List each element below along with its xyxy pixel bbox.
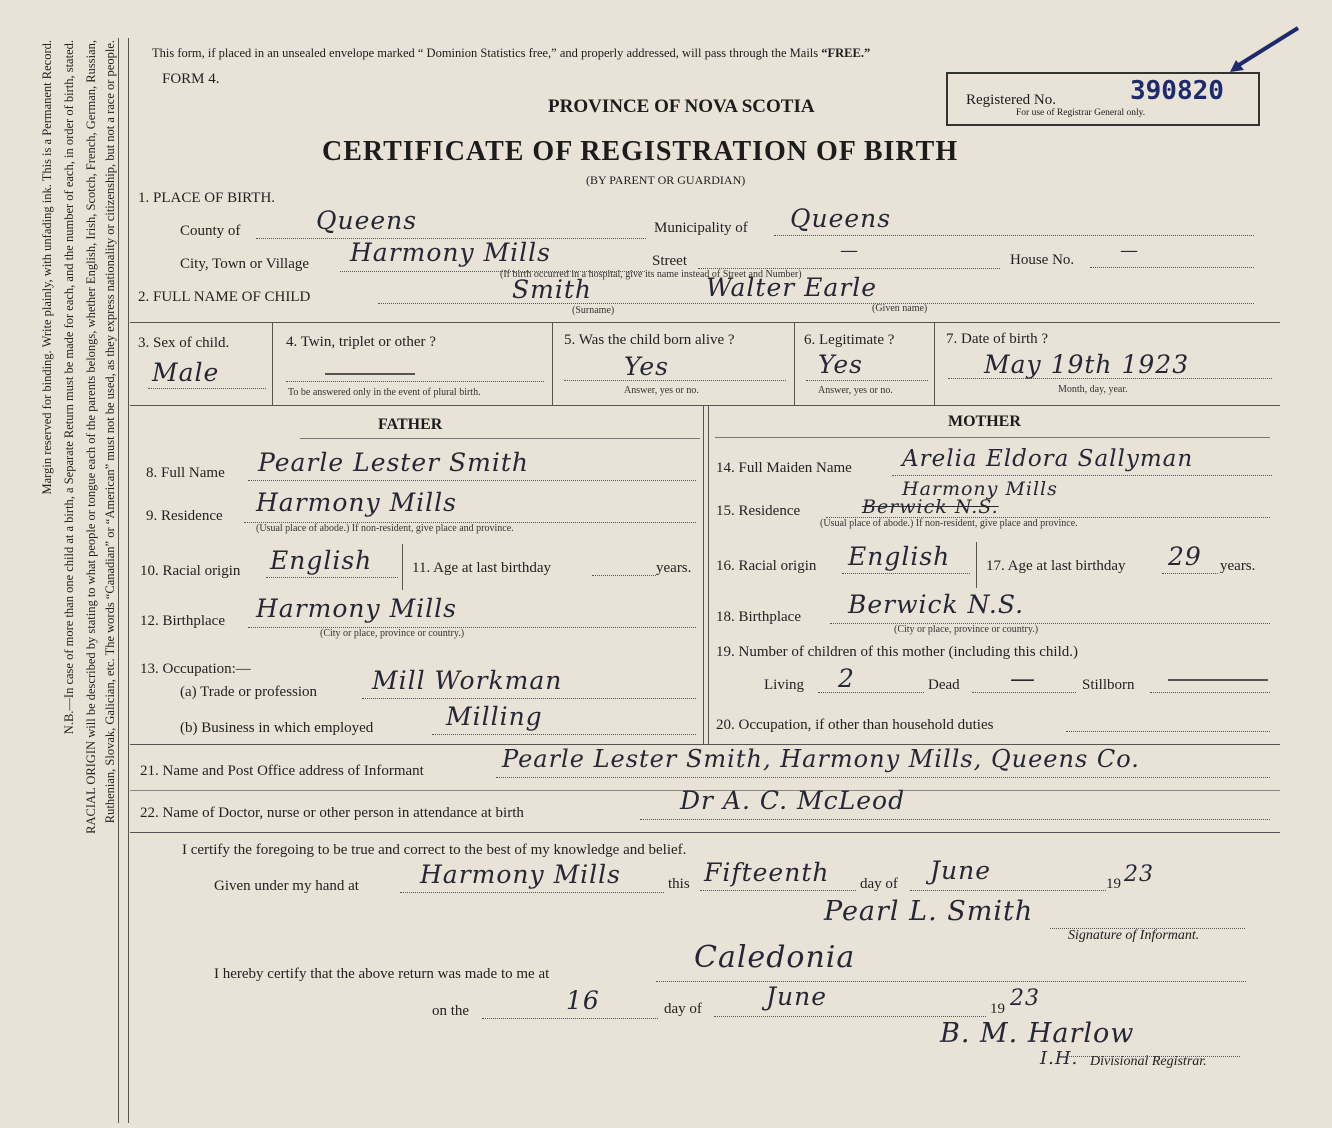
father-heading-rule — [300, 438, 700, 439]
certificate-title: CERTIFICATE OF REGISTRATION OF BIRTH — [322, 136, 959, 167]
child-surname: Smith — [512, 275, 592, 304]
this-label: this — [668, 876, 690, 892]
registrar-statement: I hereby certify that the above return was made to me at — [214, 966, 550, 982]
father-age-label: 11. Age at last birthday — [412, 560, 551, 576]
county-value: Queens — [316, 206, 418, 235]
informant-signature: Pearl L. Smith — [824, 896, 1034, 927]
registrar-year-prefix: 19 — [990, 1001, 1005, 1017]
certificate-subtitle: (BY PARENT OR GUARDIAN) — [586, 173, 746, 187]
given-month-line — [910, 890, 1106, 891]
mother-residence-note: (Usual place of abode.) If non-resident, give place and province. — [820, 518, 1078, 529]
row-divider — [130, 832, 1280, 833]
mother-racial-line — [842, 573, 970, 574]
business-line — [432, 734, 696, 735]
registrar-signature-initials: I.H. — [1040, 1048, 1079, 1069]
legitimate-line — [806, 380, 928, 381]
twin-value-dash — [325, 373, 415, 375]
business-value: Milling — [446, 702, 543, 731]
margin-note-binding: Margin reserved for binding. Write plainly, with unfading ink. This is a Permanent Record. — [40, 40, 54, 495]
margin-border-line — [118, 38, 119, 1123]
born-alive-label: 5. Was the child born alive ? — [564, 332, 735, 348]
cell-divider — [552, 322, 553, 405]
child-name-line — [378, 303, 1254, 304]
father-birthplace-label: 12. Birthplace — [140, 613, 225, 629]
trade-line — [362, 698, 696, 699]
mother-age-label: 17. Age at last birthday — [986, 558, 1126, 574]
living-value: 2 — [838, 664, 855, 693]
municipality-value: Queens — [790, 204, 892, 233]
cell-divider — [794, 322, 795, 405]
mother-occupation-label: 20. Occupation, if other than household duties — [716, 717, 994, 733]
father-racial-line — [266, 577, 398, 578]
registered-number-note: For use of Registrar General only. — [1016, 108, 1146, 118]
registered-number-label: Registered No. — [966, 92, 1056, 108]
on-the-label: on the — [432, 1003, 470, 1019]
given-year-prefix: 19 — [1106, 876, 1121, 892]
mother-residence-label: 15. Residence — [716, 503, 801, 519]
registrar-signature: B. M. Harlow — [940, 1018, 1135, 1049]
dead-label: Dead — [928, 677, 960, 693]
mother-name-value: Arelia Eldora Sallyman — [902, 446, 1194, 472]
registrar-month-line — [714, 1016, 986, 1017]
father-occupation-label: 13. Occupation:— — [140, 661, 251, 677]
mother-age-value: 29 — [1168, 542, 1202, 571]
registered-number-box — [946, 72, 1260, 126]
city-label: City, Town or Village — [180, 256, 310, 272]
cell-divider — [272, 322, 273, 405]
mother-birthplace-note: (City or place, province or country.) — [894, 624, 1039, 635]
father-racial-label: 10. Racial origin — [140, 563, 241, 579]
mother-residence-value: Harmony Mills — [902, 478, 1058, 500]
mother-name-line — [892, 475, 1272, 476]
child-given-name: Walter Earle — [706, 273, 878, 302]
registrar-place-line — [656, 981, 1246, 982]
mother-residence-struck: Berwick N.S. — [862, 496, 999, 518]
stillborn-line — [1150, 692, 1270, 693]
given-place-line — [400, 892, 664, 893]
sex-line — [148, 388, 266, 389]
father-residence-label: 9. Residence — [146, 508, 223, 524]
municipality-label: Municipality of — [654, 220, 748, 236]
house-number-line — [1090, 267, 1254, 268]
province-heading: PROVINCE OF NOVA SCOTIA — [548, 96, 815, 117]
mother-racial-label: 16. Racial origin — [716, 558, 817, 574]
margin-border-line — [128, 38, 129, 1123]
father-birthplace-value: Harmony Mills — [256, 594, 458, 623]
legitimate-label: 6. Legitimate ? — [804, 332, 895, 348]
father-racial-value: English — [270, 546, 373, 575]
twin-note: To be answered only in the event of plural birth. — [288, 387, 481, 398]
street-label: Street — [652, 253, 687, 269]
form-number: FORM 4. — [162, 71, 220, 87]
given-place-value: Harmony Mills — [420, 860, 622, 889]
dead-value: — — [1010, 664, 1036, 693]
registrar-year-suffix: 23 — [1010, 986, 1040, 1011]
row-divider — [130, 322, 1280, 323]
row-divider — [130, 405, 1280, 406]
mother-racial-value: English — [848, 542, 951, 571]
mother-occupation-line — [1066, 731, 1270, 732]
mother-birthplace-label: 18. Birthplace — [716, 609, 801, 625]
father-residence-value: Harmony Mills — [256, 488, 458, 517]
mother-age-unit: years. — [1220, 558, 1256, 574]
trade-value: Mill Workman — [372, 666, 563, 695]
cell-divider — [934, 322, 935, 405]
registrar-day-line — [482, 1018, 658, 1019]
parents-divider — [708, 406, 709, 744]
legitimate-value: Yes — [818, 350, 863, 379]
house-number-value: — — [1120, 240, 1139, 261]
mother-age-line — [1162, 573, 1218, 574]
given-under-hand-label: Given under my hand at — [214, 878, 359, 894]
informant-line — [496, 777, 1270, 778]
business-label: (b) Business in which employed — [180, 720, 374, 736]
registrar-day-of-label: day of — [664, 1001, 702, 1017]
father-name-label: 8. Full Name — [146, 465, 225, 481]
registrar-signature-caption: Divisional Registrar. — [1090, 1054, 1207, 1069]
doctor-label: 22. Name of Doctor, nurse or other person in attendance at birth — [140, 805, 524, 821]
given-day-value: Fifteenth — [704, 858, 830, 887]
mother-heading-rule — [715, 437, 1270, 438]
place-of-birth-label: 1. PLACE OF BIRTH. — [138, 190, 276, 206]
father-age-unit: years. — [656, 560, 692, 576]
living-line — [818, 692, 924, 693]
check-mark-icon — [1228, 22, 1308, 76]
mailing-notice: This form, if placed in an unsealed envelope marked “ Dominion Statistics free,” and properly addressed, will pass through the Mails “FREE.” — [152, 46, 871, 60]
margin-note-racial-origin: RACIAL ORIGIN will be described by stating to what people or tongue each of the parents belongs, whether English, Irish, Scotch, French, German, Russian, — [84, 40, 98, 834]
twin-line — [286, 381, 544, 382]
given-name-caption: (Given name) — [872, 303, 928, 314]
twin-label: 4. Twin, triplet or other ? — [286, 334, 436, 350]
registrar-month-value: June — [766, 982, 828, 1011]
father-heading: FATHER — [378, 416, 443, 433]
mother-heading: MOTHER — [948, 413, 1021, 430]
mother-birthplace-value: Berwick N.S. — [848, 590, 1025, 619]
street-value: — — [840, 240, 859, 261]
born-alive-line — [564, 380, 786, 381]
child-name-label: 2. FULL NAME OF CHILD — [138, 289, 311, 305]
doctor-line — [640, 819, 1270, 820]
date-of-birth-value: May 19th 1923 — [984, 350, 1190, 379]
trade-label: (a) Trade or profession — [180, 684, 318, 700]
house-number-label: House No. — [1010, 252, 1075, 268]
registrar-day-value: 16 — [566, 986, 600, 1015]
legitimate-note: Answer, yes or no. — [818, 385, 893, 396]
registered-number: 390820 — [1130, 76, 1224, 106]
doctor-value: Dr A. C. McLeod — [680, 786, 906, 815]
father-name-line — [248, 480, 696, 481]
given-day-of-label: day of — [860, 876, 898, 892]
date-of-birth-label: 7. Date of birth ? — [946, 331, 1049, 347]
margin-note-multiple-births: N.B.—In case of more than one child at a birth, a Separate Return must be made for each, and the number of each, in order of birth, stated. — [62, 40, 76, 735]
informant-label: 21. Name and Post Office address of Informant — [140, 763, 424, 779]
stillborn-value-dash — [1168, 679, 1268, 681]
born-alive-value: Yes — [624, 352, 669, 381]
sex-label: 3. Sex of child. — [138, 335, 230, 351]
informant-value: Pearle Lester Smith, Harmony Mills, Queens Co. — [502, 745, 1140, 773]
father-birthplace-line — [248, 627, 696, 628]
father-residence-note: (Usual place of abode.) If non-resident, give place and province. — [256, 523, 514, 534]
born-alive-note: Answer, yes or no. — [624, 385, 699, 396]
margin-note-racial-origin-cont: Ruthenian, Slovak, Galician, etc. The words “Canadian” or “American” must not be used, as they express nationality or citizenship, but not a race or people. — [103, 40, 117, 824]
cell-divider — [402, 544, 403, 590]
registrar-place-value: Caledonia — [694, 940, 856, 975]
cell-divider — [976, 542, 977, 588]
given-month-value: June — [930, 856, 992, 885]
given-year-suffix: 23 — [1124, 862, 1154, 887]
municipality-line — [774, 235, 1254, 236]
children-count-label: 19. Number of children of this mother (including this child.) — [716, 644, 1079, 660]
certification-statement: I certify the foregoing to be true and correct to the best of my knowledge and belief. — [182, 842, 687, 858]
date-of-birth-note: Month, day, year. — [1058, 384, 1128, 395]
sex-value: Male — [152, 358, 220, 387]
city-value: Harmony Mills — [350, 238, 552, 267]
father-birthplace-note: (City or place, province or country.) — [320, 628, 465, 639]
father-name-value: Pearle Lester Smith — [258, 448, 530, 477]
stillborn-label: Stillborn — [1082, 677, 1135, 693]
surname-caption: (Surname) — [572, 305, 615, 316]
living-label: Living — [764, 677, 804, 693]
mother-name-label: 14. Full Maiden Name — [716, 460, 852, 476]
informant-signature-caption: Signature of Informant. — [1068, 928, 1200, 943]
given-day-line — [700, 890, 856, 891]
parents-divider — [703, 406, 704, 744]
county-label: County of — [180, 223, 241, 239]
father-age-line — [592, 575, 656, 576]
hospital-note: (If birth occurred in a hospital, give its name instead of Street and Number) — [500, 269, 802, 280]
